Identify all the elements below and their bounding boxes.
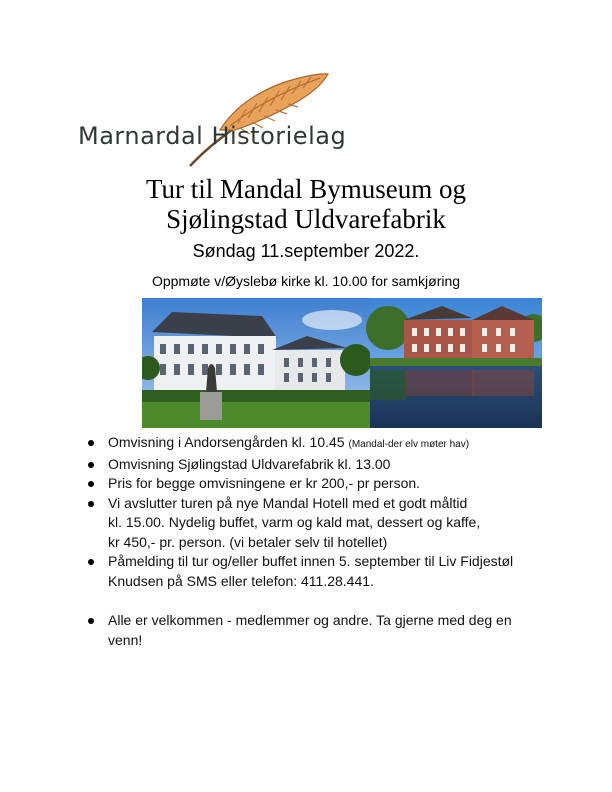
photo-collage — [142, 298, 542, 428]
list-item-line: Vi avslutter turen på nye Mandal Hotell med et godt måltid — [108, 494, 468, 511]
bullet-dot — [88, 440, 94, 446]
list-item — [88, 474, 568, 494]
list-item-text: Pris for begge omvisningene er kr 200,- pr person. — [108, 475, 421, 491]
list-item — [88, 433, 568, 455]
list-item-line: kr 450,- pr. person. (vi betaler selv til hotellet) — [108, 533, 388, 550]
list-item-line: venn! — [108, 631, 143, 648]
list-item — [88, 455, 568, 475]
list-item-line: Knudsen på SMS eller telefon: 411.28.441. — [108, 572, 374, 589]
list-item-text: Omvisning i Andorsengården kl. 10.45 — [108, 434, 349, 450]
list-item-line: kl. 15.00. Nydelig buffet, varm og kald mat, dessert og kaffe, — [108, 514, 481, 530]
sjolingstad-photo — [366, 298, 542, 428]
meeting-info: Oppmøte v/Øyslebø kirke kl. 10.00 for samkjøring — [151, 273, 461, 289]
bullet-dot — [88, 481, 94, 487]
list-item-line: Påmelding til tur og/eller buffet innen 5. september til Liv Fidjestøl — [108, 553, 514, 569]
list-item-text: Omvisning Sjølingstad Uldvarefabrik kl. 13.00 — [108, 455, 391, 472]
list-item-note: (Mandal-der elv møter hav) — [348, 439, 470, 450]
list-item — [88, 611, 568, 650]
list-item — [88, 552, 568, 591]
bullet-dot — [88, 559, 94, 565]
bullet-dot — [88, 462, 94, 468]
list-item-line: Alle er velkommen - medlemmer og andre. Ta gjerne med deg en — [108, 612, 512, 628]
bullet-dot — [88, 618, 94, 624]
logo-text: Marnardal Historielag — [78, 122, 347, 150]
andorsengarden-photo — [142, 298, 372, 428]
bullet-dot — [88, 501, 94, 507]
info-list — [88, 433, 568, 650]
event-date: Søndag 11.september 2022. — [192, 241, 420, 261]
title-line-2: Sjølingstad Uldvarefabrik — [166, 204, 446, 234]
list-item — [88, 494, 568, 553]
title-line-1: Tur til Mandal Bymuseum og — [145, 174, 467, 204]
feather-quill-icon — [70, 68, 360, 168]
